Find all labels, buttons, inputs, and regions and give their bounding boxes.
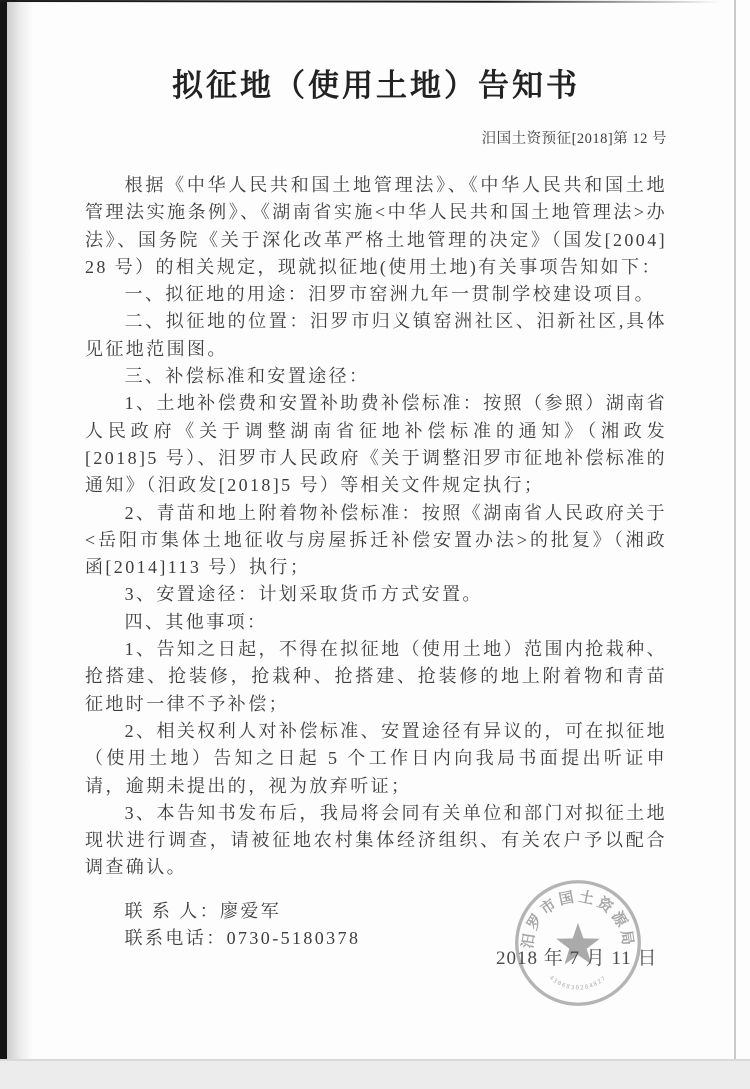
scan-right-edge bbox=[734, 0, 736, 1089]
body-paragraph: 根据《中华人民共和国土地管理法》、《中华人民共和国土地管理法实施条例》、《湖南省实施<中华人民共和国土地管理法>办法》、国务院《关于深化改革严格土地管理的决定》（国发[2004] 28 号）的相关规定，现就拟征地(使用土地)有关事项告知如下： bbox=[85, 175, 667, 277]
body-paragraph: 2、青苗和地上附着物补偿标准：按照《湖南省人民政府关于<岳阳市集体土地征收与房屋拆迁补偿安置办法>的批复》（湘政函[2014]113 号）执行； bbox=[85, 502, 667, 578]
document-date: 2018 年 7 月 11 日 bbox=[496, 948, 658, 969]
contact-phone: 联系电话：0730-5180378 bbox=[124, 928, 361, 949]
document-number: 汨国土资预征[2018]第 12 号 bbox=[481, 131, 667, 147]
body-paragraph: 3、本告知书发布后，我局将会同有关单位和部门对拟征土地现状进行调查，请被征地农村集体经济组织、有关农户予以配合调查确认。 bbox=[85, 802, 667, 878]
body-paragraph: 二、拟征地的位置：汨罗市归义镇窑洲社区、汨新社区,具体见征地范围图。 bbox=[85, 311, 667, 359]
body-paragraph: 三、补偿标准和安置途径： bbox=[124, 366, 370, 387]
contact-person: 联 系 人：廖爱军 bbox=[124, 900, 282, 921]
body-paragraph: 2、相关权利人对补偿标准、安置途径有异议的，可在拟征地（使用土地）告知之日起 5 个工作日内向我局书面提出听证申请，逾期未提出的，视为放弃听证； bbox=[85, 720, 667, 796]
seal-org-name: 汨罗市国土资源局 bbox=[519, 888, 637, 950]
scan-left-edge bbox=[0, 0, 7, 1089]
scan-bottom-band bbox=[0, 1059, 750, 1089]
scan-top-edge bbox=[0, 0, 720, 3]
page-title: 拟征地（使用土地）告知书 bbox=[172, 68, 580, 104]
body-paragraph: 1、告知之日起，不得在拟征地（使用土地）范围内抢栽种、抢搭建、抢装修，抢栽种、抢搭建、抢装修的地上附着物和青苗征地时一律不予补偿； bbox=[85, 639, 667, 714]
body-paragraph: 1、土地补偿费和安置补助费补偿标准：按照（参照）湖南省人民政府《关于调整湖南省征地补偿标准的通知》（湘政发[2018]5 号）、汨罗市人民政府《关于调整汨罗市征地补偿标准的通知》（汨政发[2018]5 号）等相关文件规定执行； bbox=[85, 393, 667, 496]
svg-text:4306830284827 bbox=[548, 975, 608, 991]
scan-left-paper-shadow bbox=[7, 0, 33, 1089]
body-paragraph: 一、拟征地的用途：汨罗市窑洲九年一贯制学校建设项目。 bbox=[124, 284, 655, 305]
document-body bbox=[85, 172, 667, 882]
document-content bbox=[85, 60, 667, 953]
body-paragraph: 四、其他事项： bbox=[124, 611, 268, 632]
seal-code: 4306830284827 bbox=[547, 975, 609, 992]
body-paragraph: 3、安置途径：计划采取货币方式安置。 bbox=[124, 584, 483, 605]
